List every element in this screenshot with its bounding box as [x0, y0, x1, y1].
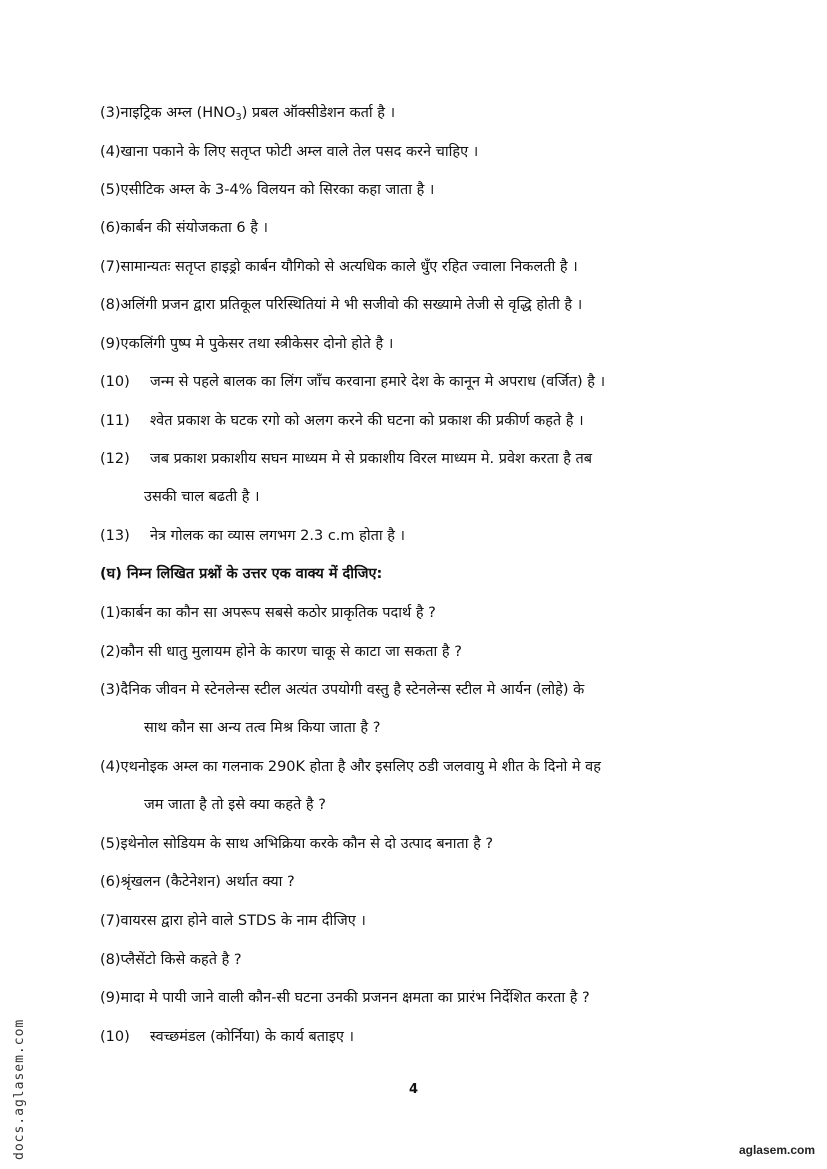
question-number: (1)	[100, 605, 121, 621]
item-number: (5)	[100, 182, 121, 198]
item-number: (8)	[100, 297, 121, 313]
question-8	[100, 950, 740, 970]
question-6	[100, 872, 740, 892]
question-number: (4)	[100, 759, 121, 775]
question-number: (6)	[100, 874, 121, 890]
question-10	[100, 1027, 740, 1047]
question-number: (8)	[100, 952, 121, 968]
page-number: 4	[408, 1082, 419, 1097]
question-3-continued: साथ कौन सा अन्य तत्व मिश्र किया जाता है ?	[144, 720, 381, 736]
question-number: (5)	[100, 836, 121, 852]
item-text: जन्म से पहले बालक का लिंग जाँच करवाना हमारे देश के कानून मे अपराध (वर्जित) है ।	[150, 374, 606, 390]
question-number: (2)	[100, 644, 121, 660]
statement-9	[100, 334, 740, 354]
statement-8	[100, 295, 740, 315]
question-5	[100, 834, 740, 854]
question-3	[100, 680, 740, 700]
question-7	[100, 911, 740, 931]
item-text: कार्बन की संयोजकता 6 है ।	[120, 220, 269, 236]
question-4-continued: जम जाता है तो इसे क्या कहते है ?	[144, 797, 326, 813]
question-text: मादा मे पायी जाने वाली कौन-सी घटना उनकी प्रजनन क्षमता का प्रारंभ निर्देशित करता है ?	[120, 990, 590, 1006]
statement-4	[100, 142, 740, 162]
statement-7	[100, 257, 740, 277]
question-text: कौन सी धातु मुलायम होने के कारण चाकू से काटा जा सकता है ?	[120, 644, 462, 660]
question-text: कार्बन का कौन सा अपरूप सबसे कठोर प्राकृतिक पदार्थ है ?	[120, 605, 436, 621]
question-text: वायरस द्वारा होने वाले STDS के नाम दीजिए ।	[120, 913, 366, 929]
question-text: इथेनोल सोडियम के साथ अभिक्रिया करके कौन से दो उत्पाद बनाता है ?	[120, 836, 494, 852]
statement-13	[100, 526, 740, 546]
statement-11	[100, 411, 740, 431]
item-number: (4)	[100, 144, 121, 160]
item-text: अलिंगी प्रजन द्वारा प्रतिकूल परिस्थितियां मे भी सजीवो की सख्यामे तेजी से वृद्धि होती है ।	[120, 297, 583, 313]
question-number: (7)	[100, 913, 121, 929]
item-number: (9)	[100, 336, 121, 352]
question-1	[100, 603, 740, 623]
statement-3	[100, 103, 740, 128]
question-number: (3)	[100, 682, 121, 698]
item-number: (11)	[100, 413, 130, 429]
question-2	[100, 642, 740, 662]
item-text: जब प्रकाश प्रकाशीय सघन माध्यम मे से प्रकाशीय विरल माध्यम मे. प्रवेश करता है तब	[150, 451, 593, 467]
question-text: एथनोइक अम्ल का गलनाक 290K होता है और इसलिए ठडी जलवायु मे शीत के दिनो मे वह	[120, 759, 601, 775]
item-number: (3)	[100, 105, 121, 121]
statement-5	[100, 180, 740, 200]
item-text: सामान्यतः सतृप्त हाइड्रो कार्बन यौगिको से अत्यधिक काले धुँए रहित ज्वाला निकलती है ।	[120, 259, 578, 275]
item-text: नाइट्रिक अम्ल (HNO	[120, 105, 236, 121]
item-number: (13)	[100, 528, 130, 544]
item-number: (7)	[100, 259, 121, 275]
question-text: श्रृंखलन (कैटेनेशन) अर्थात क्या ?	[120, 874, 295, 890]
item-number: (10)	[100, 374, 130, 390]
item-number: (6)	[100, 220, 121, 236]
item-text: खाना पकाने के लिए सतृप्त फोटी अम्ल वाले तेल पसद करने चाहिए ।	[120, 144, 479, 160]
item-number: (12)	[100, 451, 130, 467]
item-text: श्वेत प्रकाश के घटक रगो को अलग करने की घटना को प्रकाश की प्रकीर्ण कहते है ।	[150, 413, 584, 429]
question-text: प्लैसेंटो किसे कहते है ?	[120, 952, 242, 968]
question-text: स्वच्छमंडल (कोर्निया) के कार्य बताइए ।	[150, 1029, 355, 1045]
item-text-end: ) प्रबल ऑक्सीडेशन कर्ता है ।	[241, 105, 396, 121]
statement-10	[100, 372, 740, 392]
question-number: (9)	[100, 990, 121, 1006]
section-heading: (घ) निम्न लिखित प्रश्नों के उत्तर एक वाक्य में दीजिए:	[100, 566, 383, 582]
question-text: दैनिक जीवन मे स्टेनलेन्स स्टील अत्यंत उपयोगी वस्तु है स्टेनलेन्स स्टील मे आर्यन (लोहे) के	[120, 682, 585, 698]
question-number: (10)	[100, 1029, 130, 1045]
corner-watermark: aglasem.com	[738, 1143, 815, 1157]
side-watermark: docs.aglasem.com	[12, 1018, 27, 1160]
item-text: नेत्र गोलक का व्यास लगभग 2.3 c.m होता है ।	[150, 528, 406, 544]
item-text: एसीटिक अम्ल के 3-4% विलयन को सिरका कहा जाता है ।	[120, 182, 435, 198]
statement-12-continued: उसकी चाल बढती है ।	[144, 489, 260, 505]
question-9	[100, 988, 740, 1008]
question-4	[100, 757, 740, 777]
statement-6	[100, 218, 740, 238]
statement-12	[100, 449, 740, 469]
subscript: 3	[235, 112, 242, 123]
item-text: एकलिंगी पुष्प मे पुकेसर तथा स्त्रीकेसर दोनो होते है ।	[120, 336, 394, 352]
